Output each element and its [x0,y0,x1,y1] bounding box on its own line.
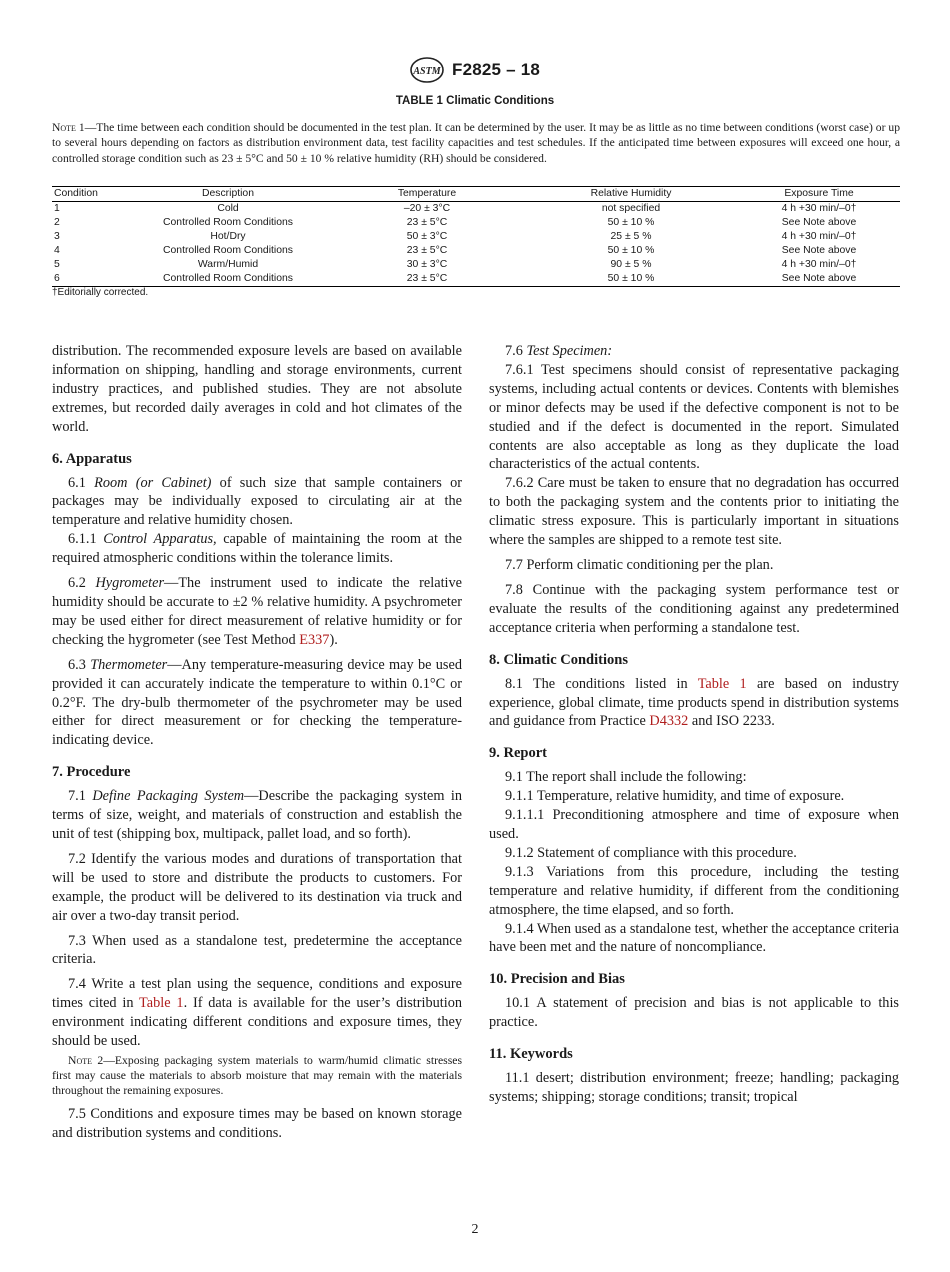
clause-text: are based on industry experience, global climate, time products spend in distribution systems and guidance from Practice [489,675,899,730]
table-cell: See Note above [781,245,857,256]
table-cell: 6 [52,272,126,287]
right-column [489,342,899,1107]
table-cell: Controlled Room Conditions [163,245,293,256]
table-title: TABLE 1 Climatic Conditions [395,95,555,107]
table-cell: Controlled Room Conditions [126,272,330,287]
paragraph-6-1-1 [52,530,462,568]
table-cell: Hot/Dry [210,231,246,242]
clause-term: Thermometer [90,656,168,673]
paragraph-7-5: 7.5 Conditions and exposure times may be based on known storage and distribution systems and conditions. [52,1105,462,1141]
paragraph-7-3: 7.3 When used as a standalone test, predetermine the acceptance criteria. [52,932,462,968]
clause-text: —The instrument used to indicate the relative humidity should be accurate to ±2 % relative humidity. A psychrometer may be used either for direct measurement of relative humidity or for checking the hygrometer (see Test Method [52,575,463,648]
standard-designation: F2825 – 18 [451,60,540,79]
col-header-exposure-time: Exposure Time [738,187,900,202]
astm-logo-icon [410,57,444,83]
table-cell: 4 h +30 min/–0† [781,203,857,214]
paragraph-8-1 [489,675,899,732]
col-header-temperature: Temperature [330,187,524,202]
table-cell: not specified [601,203,661,214]
paragraph-9-1-4: 9.1.4 When used as a standalone test, whether the acceptance criteria have been met and the nature of noncompliance. [489,920,899,956]
table-cell: Controlled Room Conditions [163,217,293,228]
svg-text:ASTM: ASTM [413,66,441,77]
page-number: 2 [471,1222,479,1237]
intro-paragraph: distribution. The recommended exposure levels are based on available information on shipping, handling and storage environments, current industry practices, and published studies. They are not absolute extremes, but recorded daily averages in cold and hot climates of the world. [52,343,462,435]
paragraph-10-1: 10.1 A statement of precision and bias is not applicable to this practice. [489,995,899,1031]
table-cell: Cold [217,203,239,214]
paragraph-9-1-1: 9.1.1 Temperature, relative humidity, and time of exposure. [505,788,845,805]
clause-number: 6.1 [68,474,86,491]
clause-text: capable of maintaining the room at the required atmospheric conditions within the tolerance limits. [52,531,462,567]
paragraph-9-1-3: 9.1.3 Variations from this procedure, including the testing temperature and relative humidity, if different from the conditioning atmosphere, the time elapsed, and so forth. [489,863,899,918]
clause-term: Control Apparatus, [103,531,217,548]
table-cell: 2 [54,217,60,228]
col-header-description: Description [126,187,330,202]
paragraph-6-3 [52,656,462,751]
table-cell: 50 ± 10 % [607,217,655,228]
col-header-relative-humidity: Relative Humidity [524,187,738,202]
table-cell: 4 [54,245,60,256]
table-cell: 23 ± 5°C [330,272,524,287]
paragraph-9-1: 9.1 The report shall include the following: [505,769,747,786]
clause-number: 6.1.1 [68,531,97,548]
table-cell: 50 ± 3°C [406,231,448,242]
link-table-1[interactable]: Table 1 [139,995,184,1012]
section-heading-procedure: 7. Procedure [52,764,131,781]
col-header-condition: Condition [52,187,126,202]
climatic-conditions-table [52,186,900,287]
section-heading-report: 9. Report [489,745,547,762]
table-cell: 4 h +30 min/–0† [781,231,857,242]
paragraph-7-4 [52,975,462,1051]
section-heading-apparatus: 6. Apparatus [52,450,132,467]
table-cell: 30 ± 3°C [406,259,448,270]
table-cell: –20 ± 3°C [403,203,451,214]
table-row [52,230,900,244]
note-label: Note 1 [52,121,85,134]
clause-number: 6.2 [68,575,86,592]
link-table-1[interactable]: Table 1 [697,675,747,692]
table-row [52,258,900,272]
clause-text: of such size that sample containers or packages may be individually exposed to circulating air at the temperature and relative humidity chosen. [52,474,462,529]
clause-text: —Any temperature-measuring device may be used provided it can accurately indicate the temperature to within 0.1°C or 0.2°F. The dry-bulb thermometer of the psychrometer may be used either for direct measurement or for checking the temperature-indicating device. [52,656,462,749]
note-2 [52,1053,462,1099]
paragraph-9-1-1-1: 9.1.1.1 Preconditioning atmosphere and time of exposure when used. [489,807,899,843]
table-cell: 25 ± 5 % [610,231,652,242]
table-row [52,202,900,217]
table-cell: Warm/Humid [197,259,259,270]
link-e337[interactable]: E337 [299,631,330,648]
table-cell: 50 ± 10 % [524,272,738,287]
clause-text: ). [329,631,338,648]
paragraph-6-2 [52,574,462,650]
paragraph-11-1: 11.1 desert; distribution environment; freeze; handling; packaging systems; shipping; storage conditions; transit; tropical [489,1070,899,1106]
table-cell: 4 h +30 min/–0† [781,259,857,270]
table-cell: See Note above [781,217,857,228]
table-cell: 50 ± 10 % [607,245,655,256]
link-d4332[interactable]: D4332 [649,713,689,730]
clause-text: 8.1 The conditions listed in [505,675,698,692]
table-header-row [52,187,900,202]
table-cell: 3 [54,231,60,242]
section-heading-climatic-conditions: 8. Climatic Conditions [489,651,628,668]
table-cell: See Note above [738,272,900,287]
clause-text: 7.4 Write a test plan using the sequence, conditions and exposure times cited in [52,976,462,1012]
clause-term: Test Specimen: [526,343,613,359]
table-note-1 [52,120,900,166]
paragraph-7-1 [52,787,462,844]
paragraph-9-1-2: 9.1.2 Statement of compliance with this procedure. [505,844,797,861]
clause-text: . If data is available for the user’s distribution environment indicating different conditions and exposure times, they should be used. [52,995,462,1050]
table-cell: 23 ± 5°C [406,217,448,228]
paragraph-7-2: 7.2 Identify the various modes and durations of transportation that will be used to store and distribute the products to customers. For example, the product will be delivered to its destination via truck and air over a two-day transit period. [52,850,462,924]
page-header [0,57,950,83]
note-label: Note 2 [68,1054,104,1067]
note-text: —The time between each condition should be documented in the test plan. It can be determined by the user. It may be as little as no time between conditions (worst case) or up to several hours depending on factors as distribution environment data, test facility capacities and test schedules. If the anticipated time between exposures will exceed one hour, a controlled storage condition such as 23 ± 5°C and 50 ± 10 % relative humidity (RH) should be considered. [52,121,900,165]
section-heading-precision-bias: 10. Precision and Bias [489,971,625,988]
clause-number: 7.1 [68,788,86,805]
table-cell: 5 [54,259,60,270]
clause-term: Room (or Cabinet) [94,474,212,491]
left-column [52,342,462,1142]
paragraph-7-6-2: 7.6.2 Care must be taken to ensure that no degradation has occurred to both the packaging system and the contents prior to initiating the climatic stress exposure. This is particularly important in situations where the samples are shipped to a remote test site. [489,475,899,549]
table-row [52,272,900,287]
paragraph-7-7: 7.7 Perform climatic conditioning per the plan. [505,556,774,573]
clause-term: Define Packaging System [92,788,245,805]
table-cell: 90 ± 5 % [610,259,652,270]
clause-text: and ISO 2233. [688,713,775,730]
clause-text: —Describe the packaging system in terms of size, weight, and materials of construction and establish the unit of test (shipping box, multipack, pallet load, and so forth). [52,788,462,843]
clause-number: 7.6 [505,343,523,359]
table-row [52,216,900,230]
table-cell: 23 ± 5°C [406,245,448,256]
paragraph-7-6-1: 7.6.1 Test specimens should consist of representative packaging systems, including actual contents or devices. Contents with blemishes or minor defects may be used if the defective component is not to be studied and if the defect is documented in the report. Simulated contents are also acceptable as long as they duplicate the load characteristics of the actual contents. [489,361,899,473]
clause-number: 6.3 [68,656,86,673]
table-row [52,244,900,258]
table-footnote: †Editorially corrected. [52,287,149,298]
section-heading-keywords: 11. Keywords [489,1046,573,1063]
paragraph-7-8: 7.8 Continue with the packaging system performance test or evaluate the results of the conditioning against any predetermined acceptance criteria when performing a standalone test. [489,581,899,636]
clause-term: Hygrometer [95,575,165,592]
paragraph-6-1 [52,474,462,531]
table-cell: 1 [54,203,60,214]
note-text: —Exposing packaging system materials to warm/humid climatic stresses first may cause the materials to absorb moisture that may remain with the materials throughout the remaining exposures. [52,1054,462,1098]
paragraph-7-6 [489,342,899,361]
